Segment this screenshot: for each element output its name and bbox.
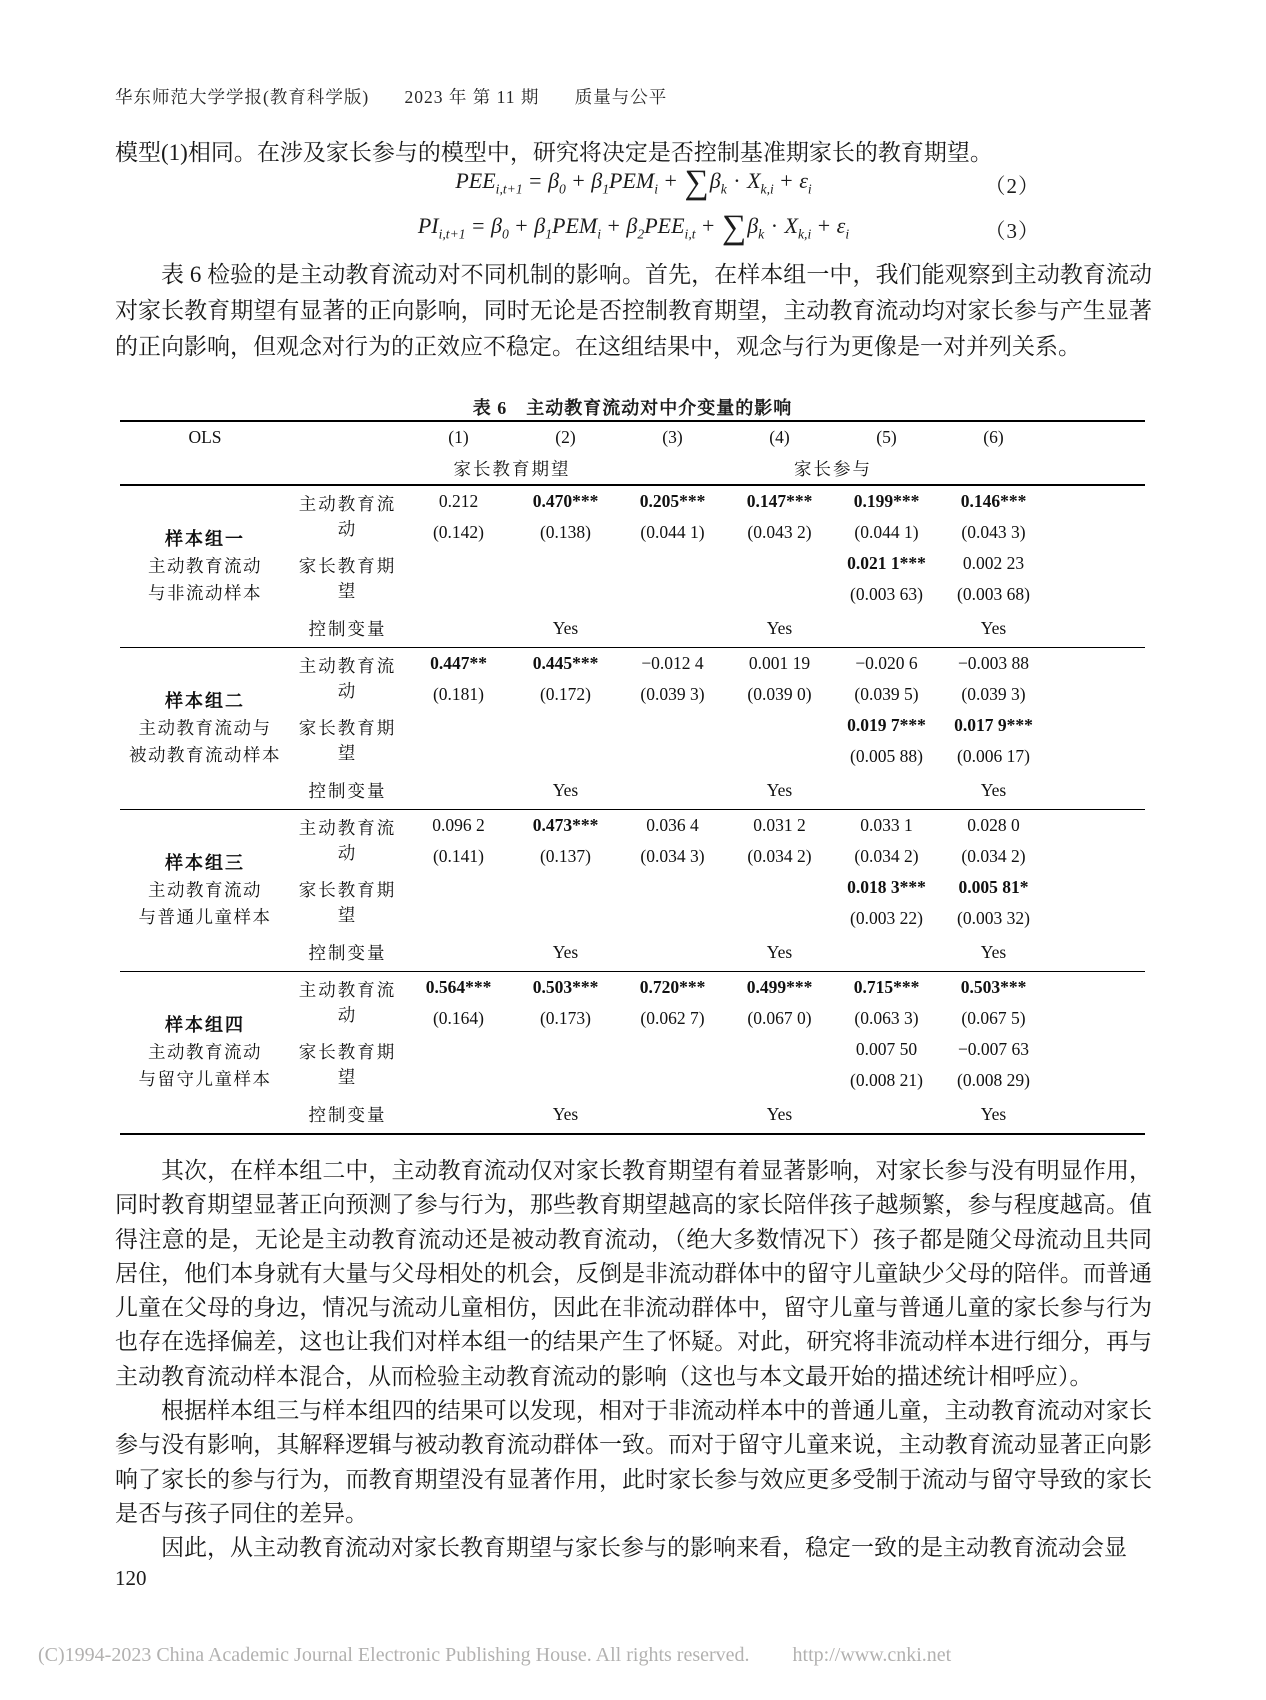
coefficient-cell xyxy=(619,548,726,579)
std-error-cell: (0.034 2) xyxy=(961,846,1026,866)
group-subtitle: 被动教育流动样本 xyxy=(129,745,281,765)
std-error-cell: (0.043 2) xyxy=(747,522,812,542)
group-subtitle: 主动教育流动 xyxy=(148,556,262,576)
group-subtitle: 与非流动样本 xyxy=(148,583,262,603)
std-error-cell xyxy=(619,903,726,934)
std-error-cell: (0.181) xyxy=(432,684,485,704)
controls-cell: Yes xyxy=(552,780,579,800)
std-error-cell: (0.034 3) xyxy=(640,846,705,866)
coefficient-cell: 0.199*** xyxy=(853,491,920,511)
std-error-cell xyxy=(512,903,619,934)
std-error-cell xyxy=(726,741,833,772)
std-error-cell: (0.003 22) xyxy=(850,908,923,928)
group-label xyxy=(120,972,290,1135)
std-error-cell: (0.063 3) xyxy=(854,1008,919,1028)
paragraph-discussion-3: 因此，从主动教育流动对家长教育期望与家长参与的影响来看，稳定一致的是主动教育流动会显 xyxy=(161,1535,1127,1561)
results-table xyxy=(120,420,1145,1135)
std-error-cell xyxy=(619,579,726,610)
coefficient-cell xyxy=(405,710,512,741)
group-title: 样本组四 xyxy=(165,1015,245,1035)
coefficient-cell: 0.564*** xyxy=(425,977,492,997)
coefficient-cell: 0.019 7*** xyxy=(847,715,926,735)
coefficient-cell xyxy=(726,710,833,741)
table-intro-paragraph xyxy=(115,257,1152,365)
coefficient-cell xyxy=(619,1034,726,1065)
coefficient-cell: 0.096 2 xyxy=(432,815,485,835)
std-error-cell: (0.005 88) xyxy=(850,746,923,766)
std-error-cell: (0.044 1) xyxy=(640,522,705,542)
coefficient-cell xyxy=(619,710,726,741)
std-error-cell xyxy=(726,903,833,934)
coefficient-cell xyxy=(512,548,619,579)
sample-group xyxy=(120,485,1145,648)
table-row xyxy=(120,972,1145,1004)
std-error-cell: (0.062 7) xyxy=(640,1008,705,1028)
group-subtitle: 与普通儿童样本 xyxy=(138,907,272,927)
footer xyxy=(38,1644,951,1667)
variable-label: 家长教育期望 xyxy=(298,880,397,925)
controls-cell: Yes xyxy=(552,1104,579,1124)
coefficient-cell: −0.003 88 xyxy=(957,653,1030,673)
std-error-cell: (0.044 1) xyxy=(854,522,919,542)
std-error-cell: (0.138) xyxy=(539,522,592,542)
group-title: 样本组一 xyxy=(165,529,245,549)
controls-cell: Yes xyxy=(766,780,793,800)
coefficient-cell: 0.021 1*** xyxy=(847,553,926,573)
coefficient-cell xyxy=(405,548,512,579)
equation-3 xyxy=(115,209,1152,246)
coefficient-cell: 0.715*** xyxy=(853,977,920,997)
coefficient-cell: 0.146*** xyxy=(960,491,1027,511)
std-error-cell xyxy=(405,1065,512,1096)
std-error-cell: (0.067 0) xyxy=(747,1008,812,1028)
equation-3-body: $PI_{i,t+1} = \beta_0 + \beta_1PEM_i + \beta_2PEE_{i,t} + \sum\beta_k \cdot X_{k,i} + \varepsilon_i$ xyxy=(417,209,850,246)
coefficient-cell xyxy=(405,872,512,903)
controls-cell xyxy=(405,772,512,810)
std-error-cell xyxy=(512,579,619,610)
controls-cell: Yes xyxy=(766,942,793,962)
group-subtitle: 主动教育流动与 xyxy=(138,718,272,738)
std-error-cell: (0.142) xyxy=(432,522,485,542)
sample-group xyxy=(120,648,1145,810)
table-header-row-outcomes xyxy=(120,453,1145,485)
coefficient-cell xyxy=(726,872,833,903)
std-error-cell: (0.008 29) xyxy=(957,1070,1030,1090)
controls-cell: Yes xyxy=(980,618,1007,638)
coefficient-cell: 0.002 23 xyxy=(962,553,1025,573)
group-label xyxy=(120,810,290,972)
variable-label: 家长教育期望 xyxy=(298,718,397,763)
intro-paragraph-text: 模型(1)相同。在涉及家长参与的模型中，研究将决定是否控制基准期家长的教育期望。 xyxy=(115,140,993,165)
std-error-cell: (0.039 0) xyxy=(747,684,812,704)
controls-label: 控制变量 xyxy=(308,1105,387,1125)
std-error-cell: (0.003 63) xyxy=(850,584,923,604)
coefficient-cell xyxy=(512,710,619,741)
variable-label: 家长教育期望 xyxy=(298,1042,397,1087)
controls-cell: Yes xyxy=(980,780,1007,800)
controls-cell xyxy=(405,934,512,972)
col-5-header: (5) xyxy=(876,427,897,447)
std-error-cell: (0.003 68) xyxy=(957,584,1030,604)
coefficient-cell xyxy=(405,1034,512,1065)
controls-label: 控制变量 xyxy=(308,619,387,639)
group-title: 样本组二 xyxy=(165,691,245,711)
std-error-cell: (0.003 32) xyxy=(957,908,1030,928)
std-error-cell: (0.034 2) xyxy=(854,846,919,866)
coefficient-cell xyxy=(619,872,726,903)
intro-paragraph xyxy=(115,135,1152,171)
std-error-cell: (0.137) xyxy=(539,846,592,866)
controls-cell xyxy=(833,772,940,810)
coefficient-cell xyxy=(726,1034,833,1065)
std-error-cell xyxy=(512,741,619,772)
controls-cell xyxy=(619,934,726,972)
col-3-header: (3) xyxy=(662,427,683,447)
std-error-cell: (0.006 17) xyxy=(957,746,1030,766)
coefficient-cell: 0.007 50 xyxy=(855,1039,918,1059)
std-error-cell: (0.164) xyxy=(432,1008,485,1028)
coefficient-cell: 0.499*** xyxy=(746,977,813,997)
group-label xyxy=(120,648,290,810)
table-header xyxy=(120,421,1145,485)
group-subtitle: 主动教育流动 xyxy=(148,1042,262,1062)
filler-cell xyxy=(1047,810,1145,972)
coefficient-cell: 0.147*** xyxy=(746,491,813,511)
table-row xyxy=(120,485,1145,517)
std-error-cell: (0.043 3) xyxy=(961,522,1026,542)
table-intro-paragraph-text: 表 6 检验的是主动教育流动对不同机制的影响。首先，在样本组一中，我们能观察到主动教育流动对家长教育期望有显著的正向影响，同时无论是否控制教育期望，主动教育流动均对家长参与产生显著的正向影响，但观念对行为的正效应不稳定。在这组结果中，观念与行为更像是一对并列关系。 xyxy=(115,262,1152,359)
controls-cell: Yes xyxy=(766,618,793,638)
group-subtitle: 主动教育流动 xyxy=(148,880,262,900)
controls-cell xyxy=(833,1096,940,1134)
filler-cell xyxy=(1047,648,1145,810)
controls-cell: Yes xyxy=(552,618,579,638)
controls-cell: Yes xyxy=(980,942,1007,962)
coefficient-cell xyxy=(726,548,833,579)
std-error-cell: (0.039 5) xyxy=(854,684,919,704)
group-title: 样本组三 xyxy=(165,853,245,873)
coefficient-cell: 0.017 9*** xyxy=(954,715,1033,735)
coefficient-cell xyxy=(512,872,619,903)
std-error-cell xyxy=(405,903,512,934)
std-error-cell: (0.172) xyxy=(539,684,592,704)
coefficient-cell: 0.445*** xyxy=(532,653,599,673)
table-row xyxy=(120,810,1145,842)
sum-symbol: ∑ xyxy=(684,164,709,201)
variable-label: 主动教育流动 xyxy=(298,656,397,701)
coefficient-cell: 0.447** xyxy=(430,653,487,673)
paragraph-discussion-2: 根据样本组三与样本组四的结果可以发现，相对于非流动样本中的普通儿童，主动教育流动对家长参与没有影响，其解释逻辑与被动教育流动群体一致。而对于留守儿童来说，主动教育流动显著正向影响了家长的参与行为，而教育期望没有显著作用，此时家长参与效应更多受制于流动与留守导致的家长是否与孩子同住的差异。 xyxy=(115,1398,1152,1526)
controls-cell xyxy=(619,1096,726,1134)
controls-label: 控制变量 xyxy=(308,943,387,963)
journal-issue: 2023 年 第 11 期 xyxy=(404,87,540,107)
filler-cell xyxy=(1047,972,1145,1135)
controls-cell xyxy=(833,934,940,972)
controls-cell: Yes xyxy=(766,1104,793,1124)
span-header-involvement: 家长参与 xyxy=(794,459,872,479)
std-error-cell: (0.173) xyxy=(539,1008,592,1028)
std-error-cell xyxy=(405,741,512,772)
std-error-cell: (0.141) xyxy=(432,846,485,866)
std-error-cell xyxy=(512,1065,619,1096)
controls-cell xyxy=(405,1096,512,1134)
coefficient-cell: 0.473*** xyxy=(532,815,599,835)
std-error-cell xyxy=(405,579,512,610)
std-error-cell xyxy=(726,579,833,610)
coefficient-cell: 0.001 19 xyxy=(748,653,811,673)
controls-label: 控制变量 xyxy=(308,781,387,801)
std-error-cell: (0.034 2) xyxy=(747,846,812,866)
journal-column: 质量与公平 xyxy=(574,87,668,107)
std-error-cell: (0.008 21) xyxy=(850,1070,923,1090)
footer-url: http://www.cnki.net xyxy=(792,1644,952,1666)
std-error-cell: (0.039 3) xyxy=(640,684,705,704)
paragraph-discussion-1: 其次，在样本组二中，主动教育流动仅对家长教育期望有着显著影响，对家长参与没有明显作用，同时教育期望显著正向预测了参与行为，那些教育期望越高的家长陪伴孩子越频繁，参与程度越高。值得注意的是，无论是主动教育流动还是被动教育流动，（绝大多数情况下）孩子都是随父母流动且共同居住，他们本身就有大量与父母相处的机会，反倒是非流动群体中的留守儿童缺少父母的陪伴。而普通儿童在父母的身边，情况与流动儿童相仿，因此在非流动群体中，留守儿童与普通儿童的家长参与行为也存在选择偏差，这也让我们对样本组一的结果产生了怀疑。对此，研究将非流动样本进行细分，再与主动教育流动样本混合，从而检验主动教育流动的影响（这也与本文最开始的描述统计相呼应）。 xyxy=(115,1158,1152,1389)
journal-running-head xyxy=(115,84,667,109)
coefficient-cell: 0.212 xyxy=(438,491,479,511)
discussion-paragraphs xyxy=(115,1154,1152,1566)
col-2-header: (2) xyxy=(555,427,576,447)
std-error-cell xyxy=(726,1065,833,1096)
variable-label: 主动教育流动 xyxy=(298,494,397,539)
coefficient-cell: 0.036 4 xyxy=(646,815,699,835)
controls-cell: Yes xyxy=(980,1104,1007,1124)
variable-label: 家长教育期望 xyxy=(298,556,397,601)
std-error-cell xyxy=(619,1065,726,1096)
coefficient-cell xyxy=(512,1034,619,1065)
variable-label: 主动教育流动 xyxy=(298,818,397,863)
coefficient-cell: 0.720*** xyxy=(639,977,706,997)
table-header-row-models xyxy=(120,421,1145,453)
group-label xyxy=(120,485,290,648)
ols-label: OLS xyxy=(188,427,222,447)
std-error-cell: (0.067 5) xyxy=(961,1008,1026,1028)
coefficient-cell: −0.007 63 xyxy=(957,1039,1030,1059)
coefficient-cell: −0.020 6 xyxy=(855,653,918,673)
controls-cell xyxy=(833,610,940,648)
equation-2-body: $PEE_{i,t+1} = \beta_0 + \beta_1PEM_i + \sum\beta_k \cdot X_{k,i} + \varepsilon_i$ xyxy=(455,164,812,201)
coefficient-cell: 0.205*** xyxy=(639,491,706,511)
filler-cell xyxy=(1047,485,1145,648)
equation-3-number: （3） xyxy=(984,219,1040,243)
page-number: 120 xyxy=(115,1566,147,1590)
col-6-header: (6) xyxy=(983,427,1004,447)
controls-cell xyxy=(405,610,512,648)
coefficient-cell: 0.470*** xyxy=(532,491,599,511)
coefficient-cell: 0.033 1 xyxy=(860,815,913,835)
sample-group xyxy=(120,810,1145,972)
controls-cell xyxy=(619,610,726,648)
table-row xyxy=(120,648,1145,680)
coefficient-cell: 0.503*** xyxy=(960,977,1027,997)
footer-copyright: (C)1994-2023 China Academic Journal Electronic Publishing House. All rights reserved. xyxy=(38,1644,750,1666)
equation-2 xyxy=(115,164,1152,201)
sum-symbol: ∑ xyxy=(721,209,747,246)
controls-cell: Yes xyxy=(552,942,579,962)
span-header-expectation: 家长教育期望 xyxy=(453,459,571,479)
controls-cell xyxy=(619,772,726,810)
table-title: 表 6 主动教育流动对中介变量的影响 xyxy=(472,398,793,418)
coefficient-cell: 0.503*** xyxy=(532,977,599,997)
coefficient-cell: 0.031 2 xyxy=(753,815,806,835)
coefficient-cell: 0.028 0 xyxy=(967,815,1020,835)
col-4-header: (4) xyxy=(769,427,790,447)
coefficient-cell: −0.012 4 xyxy=(641,653,704,673)
coefficient-cell: 0.018 3*** xyxy=(847,877,926,897)
group-subtitle: 与留守儿童样本 xyxy=(138,1069,272,1089)
std-error-cell: (0.039 3) xyxy=(961,684,1026,704)
sample-group xyxy=(120,972,1145,1135)
equation-2-number: （2） xyxy=(984,174,1040,198)
variable-label: 主动教育流动 xyxy=(298,980,397,1025)
journal-title: 华东师范大学学报(教育科学版) xyxy=(115,87,370,107)
col-1-header: (1) xyxy=(448,427,469,447)
coefficient-cell: 0.005 81* xyxy=(958,877,1029,897)
std-error-cell xyxy=(619,741,726,772)
